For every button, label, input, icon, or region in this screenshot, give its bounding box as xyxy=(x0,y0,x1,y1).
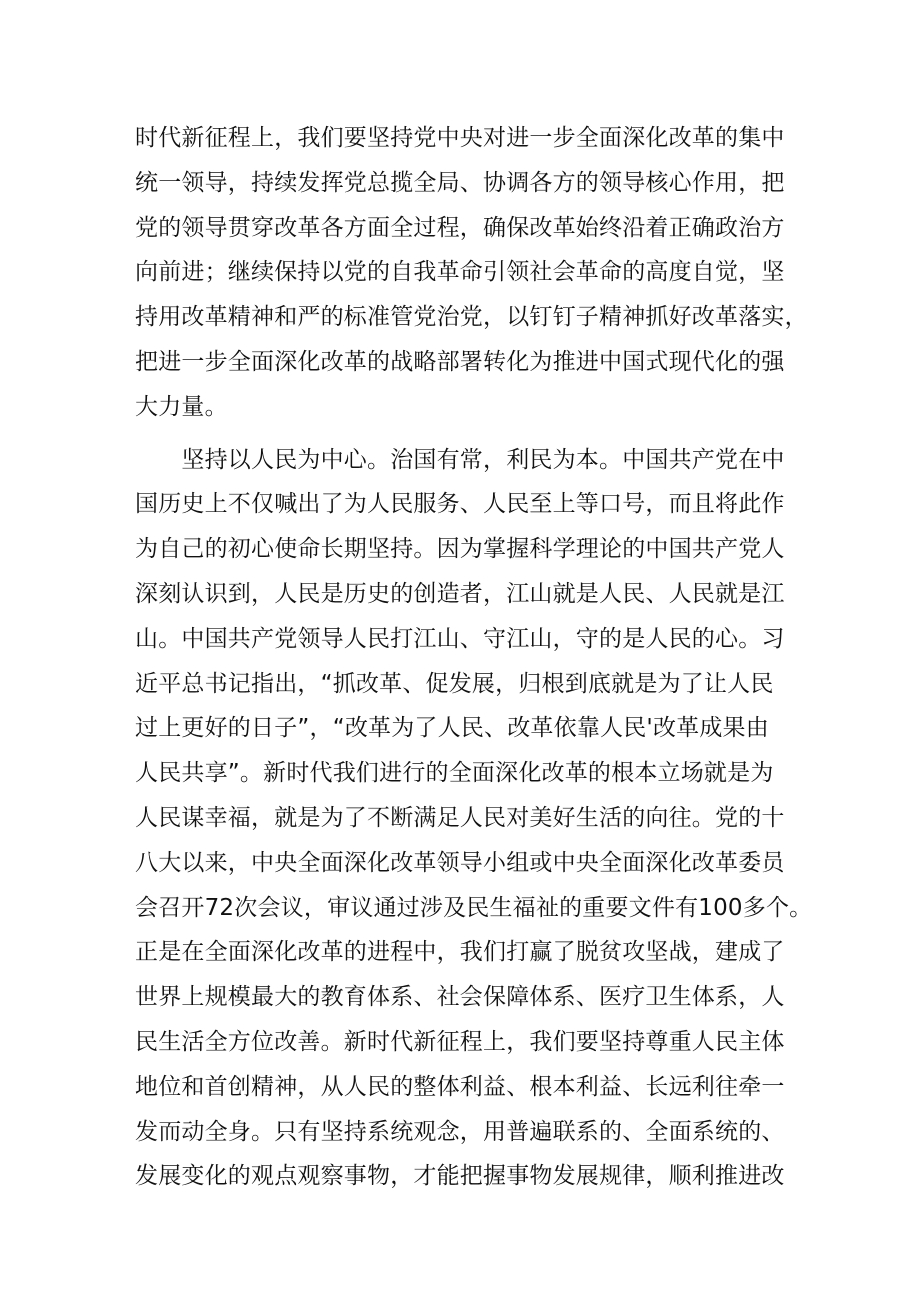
text-line: 深刻认识到，人民是历史的创造者，江山就是人民、人民就是江 xyxy=(135,580,785,607)
text-line: 向前进；继续保持以党的自我革命引领社会革命的高度自觉，坚 xyxy=(135,259,785,286)
text-line: 地位和首创精神，从人民的整体利益、根本利益、长远利往牵一 xyxy=(135,1073,785,1100)
text-line: 会召开72次会议，审议通过涉及民生福祉的重要文件有100多个。 xyxy=(135,894,813,921)
text-line: 时代新征程上，我们要坚持党中央对进一步全面深化改革的集中 xyxy=(135,125,785,151)
text-line: 把进一步全面深化改革的战略部署转化为推进中国式现代化的强 xyxy=(135,348,785,375)
text-line: 八大以来，中央全面深化改革领导小组或中央全面深化改革委员 xyxy=(135,849,785,876)
paragraph-gap xyxy=(135,430,795,438)
text-line: 世界上规模最大的教育体系、社会保障体系、医疗卫生体系，人 xyxy=(135,984,785,1011)
text-line: 发展变化的观点观察事物，才能把握事物发展规律，顺利推进改 xyxy=(135,1163,785,1190)
text-line: 人民共享”。新时代我们进行的全面深化改革的根本立场就是为 xyxy=(135,760,774,787)
paragraph-2 xyxy=(135,438,813,1200)
text-line: 发而动全身。只有坚持系统观念，用普遍联系的、全面系统的、 xyxy=(135,1118,785,1145)
text-line: 坚持以人民为中心。治国有常，利民为本。中国共产党在中 xyxy=(135,446,785,473)
text-line: 山。中国共产党领导人民打江山、守江山，守的是人民的心。习 xyxy=(135,625,785,652)
text-line: 为自己的初心使命长期坚持。因为掌握科学理论的中国共产党人 xyxy=(135,536,785,563)
text-line: 人民谋幸福，就是为了不断满足人民对美好生活的向往。党的十 xyxy=(135,804,785,831)
text-line: 民生活全方位改善。新时代新征程上，我们要坚持尊重人民主体 xyxy=(135,1028,785,1055)
text-line: 大力量。 xyxy=(135,393,228,420)
text-line: 统一领导，持续发挥党总揽全局、协调各方的领导核心作用，把 xyxy=(135,169,785,196)
text-line: 党的领导贯穿改革各方面全过程，确保改革始终沿着正确政治方 xyxy=(135,214,785,241)
paragraph-1 xyxy=(135,116,808,430)
text-line: 过上更好的日子”，“改革为了人民、改革依靠人民'改革成果由 xyxy=(135,715,769,742)
text-line: 正是在全面深化改革的进程中，我们打赢了脱贫攻坚战，建成了 xyxy=(135,939,785,966)
text-line: 近平总书记指出，“抓改革、促发展，归根到底就是为了让人民 xyxy=(135,670,774,697)
text-line: 持用改革精神和严的标准管党治党，以钉钉子精神抓好改革落实， xyxy=(135,304,808,331)
body-text xyxy=(135,116,813,1199)
text-line: 国历史上不仅喊出了为人民服务、人民至上等口号，而且将此作 xyxy=(135,491,785,518)
